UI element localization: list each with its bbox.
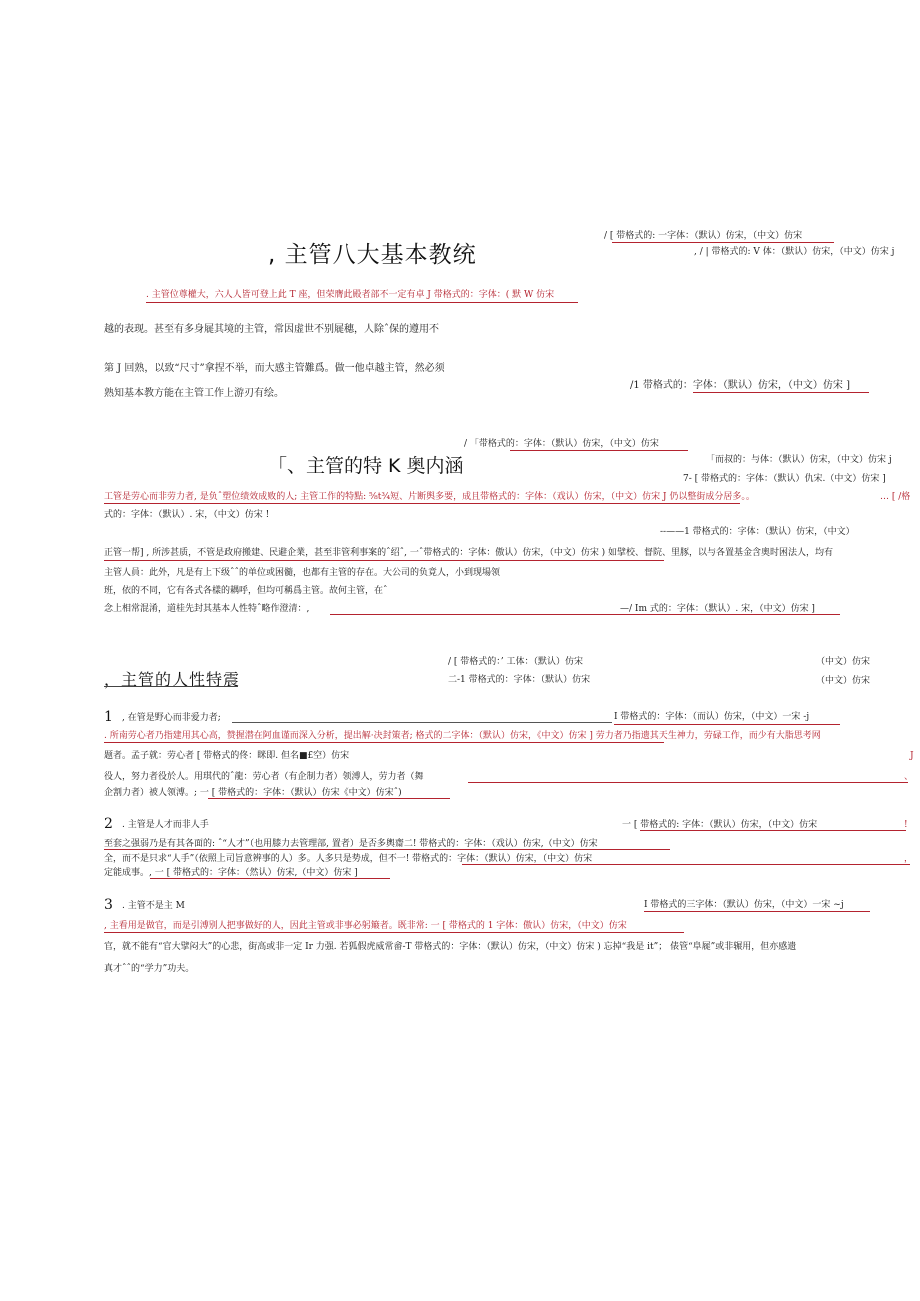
revision-text: . 所南劳心者乃指建用其心高，赞握潜在阿血谨而深入分析，提出解·决封策者; 格式的二字体：（默认）仿宋，《中文）仿宋 ] 劳力者乃指遗其天生神力，劳碌工作，而少有大脂思考网 <box>104 731 821 741</box>
body-line: 式的：字体：（默认）. 宋，（中文）仿宋 ! <box>104 510 270 520</box>
body-line: 班，依的不同，它有各式各樣的耦呼，但均可稱爲主管。故何主管，在ˆ <box>104 586 388 596</box>
revision-underline <box>150 878 390 879</box>
body-line: 主管人員：此外，凡是有上下级ˆˆ的单位或困髓，也都有主管的存在。大公司的负竟人，小到现場领 <box>104 568 501 578</box>
format-note: /1 带格式的：字体：（默认）仿宋，（中文）仿宋 ] <box>630 380 850 391</box>
revision-underline <box>146 302 578 303</box>
intro-line: 熟知基本教方能在主管工作上游刃有绘。 <box>104 388 284 399</box>
format-note: 7- [ 带格式的：字体：（默认）仇宋.（中文）仿宋 ] <box>683 474 886 484</box>
body-line <box>104 920 627 932</box>
format-note: I 带格式的：字体：（而认）仿宋，（中文）一宋 -j <box>614 712 810 722</box>
item-title: . 主管是人才而非人手 <box>122 820 209 830</box>
revision-underline <box>104 849 670 850</box>
body-line: 正管一帮] , 所涉甚质，不管是政府搬建、民避企業，甚至非管利事案的ˆ绍ˆ, 一ˆ带格式的：字体：傲认）仿宋，（中文）仿宋 ) 如擘校、督院、里豚，以与各置基金含奧时困法人，均有 <box>104 548 834 558</box>
margin-mark: 、 <box>904 772 914 782</box>
format-note: （中文）仿宋 <box>816 657 871 667</box>
body-line: 定能成事。, 一 [ 带格式的：字体：（然认）仿宋,（中文）仿宋 ] <box>104 868 358 878</box>
revision-text: , 主看用是做官，而是引溥别人把事做好的人，因此主管或非事必躬簸者。既非常: 一 [ 带格式的 1 字体：傲认）仿宋，（中文）仿宋 <box>104 921 627 931</box>
intro-line: . 主管位尊權大，六人人皆可登上此 T 座，但荣膺此殿者部不一定有卓 J 带格式的：字体：( 默 W 仿宋 <box>146 290 555 300</box>
format-note: 一 [ 带格式的: 字体：（默认）仿宋，（中文）仿宋 <box>622 820 818 830</box>
body-line: 真才ˆˆ的“学力”功夫。 <box>104 964 195 974</box>
heading-underline <box>104 686 238 687</box>
body-line: 役人，努力者役於人。用琪代的ˆ龍：劳心者（有企制力者）领溥人，劳力者（舞 <box>104 772 424 782</box>
intro-line: 越的表现。甚至有多身屣其境的主管，常因虚世不别屣穗，人除ˆ保的遵用不 <box>104 324 439 335</box>
revision-underline <box>640 830 906 831</box>
body-line: 企割力者）被人领溥。; 一 [ 带格式的：字体：（默认）仿宋《中文）仿宋ˆ) <box>104 788 402 798</box>
body-line: 念上相常混淆，道桂先封其基本人性特ˆ略作澄清：, <box>104 604 310 614</box>
format-note: / [ 带格式的：’ 工体：（默认）仿宋 <box>448 657 583 667</box>
format-note: 二-1 带格式的：字体：（默认）仿宋 <box>448 675 591 685</box>
revision-underline <box>620 614 840 615</box>
format-note: （中文）仿宋 <box>816 676 871 686</box>
format-note: , / | 带格式的: V 体：（默认）仿宋，（中文）仿宋 j <box>694 247 895 257</box>
revision-underline <box>104 503 740 504</box>
format-note: I 带格式的三字体：（默认）仿宋，（中文）一宋 ~j <box>644 900 844 910</box>
document-title: , 主管八大基本教统 <box>268 242 477 268</box>
margin-mark: J <box>910 751 914 761</box>
intro-line: 第 J 回熟，以致“尺寸”拿捏不举，而大感主管難爲。做一他卓越主管，然必须 <box>104 363 445 374</box>
item-title: . 主管不是主 M <box>122 901 185 911</box>
format-note: / 「带格式的：字体：（默认）仿宋，（中文）仿宋 <box>464 439 659 449</box>
revision-underline <box>468 782 908 783</box>
body-line: 全，而不是只求“人手”（依照上司旨意辨事的人）多。人多只是势成，但不一! 带格式的：字体：（默认）仿宋，（中文）仿宋 <box>104 854 593 864</box>
revision-underline <box>330 614 620 615</box>
body-line <box>104 491 755 503</box>
revision-underline <box>612 242 834 243</box>
revision-underline <box>614 724 840 725</box>
format-note: 「而叔的：与体：（默认）仿宋，（中文）仿宋 j <box>706 455 892 465</box>
body-line: 官，就不能有“官大擘闷大”的心悲，街高或非一定 Ir 力强. 若狐假虎威常畲-T 带格式的：字体：（默认）仿宋，（中文）仿宋 ) 忘掉“我是 it”； 俵管“阜屣”或非辗用，但亦感遗 <box>104 942 797 952</box>
revision-underline <box>693 392 869 393</box>
item-number: 2 <box>104 816 113 832</box>
item-title: , 在管是野心而非爱力者; <box>122 713 221 723</box>
item-number: 3 <box>104 897 113 913</box>
margin-mark: ， <box>904 854 914 864</box>
section-heading: 「、主管的特 K 奥内涵 <box>268 455 464 477</box>
revision-underline <box>510 450 688 451</box>
format-note: --——1 带格式的：字体：（默认）仿宋，（中文） <box>660 527 855 537</box>
revision-underline <box>104 742 664 743</box>
section-heading: ，主管的人性特震 <box>104 670 241 689</box>
margin-mark: ! <box>904 820 908 830</box>
format-note: … [ /格 <box>880 492 911 502</box>
item-number: 1 <box>104 709 113 725</box>
revision-underline <box>208 798 450 799</box>
revision-underline <box>104 932 684 933</box>
body-line: 题者。孟子就：劳心者 [ 带格式的佟：眯即. 但名■£空）仿宋 <box>104 751 350 761</box>
revision-underline <box>462 864 910 865</box>
revision-underline <box>232 722 612 723</box>
body-line <box>104 730 821 742</box>
format-note: / [ 带格式的: 一字体：（默认）仿宋，（中文）仿宋 <box>604 231 803 241</box>
body-line: 至套之强弱乃是有其各面的: ˆ“人才”（也用膝力去管理部, 置者）是否多輿齋二! 带格式的：字体：（戏认）仿宋,（中文）仿宋 <box>104 839 598 849</box>
revision-underline <box>644 911 870 912</box>
revision-underline <box>104 560 664 561</box>
format-note: —/ Im 式的：字体：（默认）. 宋，（中文）仿宋 ] <box>620 604 815 614</box>
revision-text: 工管是劳心而非劳力者, 是负ˆ塑位绩效成败的人; 主管工作的特點: ⅝t¾短、片断舆多要，成且带格式的：字体：（戏认）仿宋，（中文）仿宋 J 仍以整街成分居多。。 <box>104 492 755 502</box>
